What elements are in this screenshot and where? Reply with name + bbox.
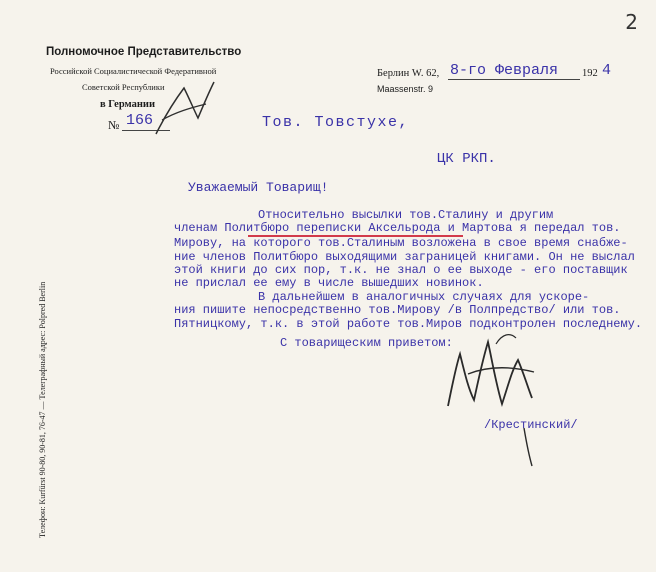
letterhead-org-line2: Российской Социалистической Федеративной (50, 66, 217, 76)
body-line-2: членам Политбюро переписки Аксельрода и Мартова я передал тов. (174, 221, 621, 235)
letterhead-org-line4: в Германии (100, 99, 155, 110)
signature-tail-stroke (520, 426, 540, 470)
addressee-org: ЦК РКП. (437, 151, 496, 167)
addressee: Тов. Товстухе, (262, 114, 410, 131)
page-corner-number: 2 (625, 10, 638, 34)
body-line-6: не прислал ее ему в числе вышедших новинок. (174, 276, 484, 290)
letterhead-org-line3: Советской Республики (82, 82, 165, 92)
body-line-5: этой книги до сих пор, т.к. не знал о ее выходе - его поставщик (174, 263, 628, 277)
body-line-9: Пятницкому, т.к. в этой работе тов.Миров подконтролен последнему. (174, 317, 643, 331)
letterhead-number-label: № (108, 118, 120, 132)
letterhead-number-value: 166 (126, 112, 154, 129)
letterhead-city: Берлин W. 62, (377, 68, 440, 79)
salutation: Уважаемый Товарищ! (188, 180, 329, 195)
signature-scribble (438, 326, 548, 420)
signature-name: /Крестинский/ (484, 418, 578, 432)
letterhead-org-title: Полномочное Представительство (46, 46, 242, 58)
letter-date-day: 8-го Февраля (450, 62, 559, 79)
closing: С товарищеским приветом: (280, 336, 453, 350)
body-line-4: ние членов Политбюро выходящими заграницей книгами. Он не выслал (174, 250, 635, 264)
date-underline (448, 79, 580, 80)
letterhead-sidebar-text: Телефон: Kurfürst 90-80, 90-81, 76-47 — Телеграфный адрес: Polpred Berlin (38, 281, 47, 538)
body-line-1: Относительно высылки тов.Сталину и другим (258, 208, 554, 222)
letterhead-street: Maassenstr. 9 (377, 84, 434, 94)
letter-date-year-digit: 4 (602, 62, 612, 79)
letterhead-year-prefix: 192 (582, 68, 598, 79)
body-line-7: В дальнейшем в аналогичных случаях для ускоре- (258, 290, 590, 304)
body-line-8: ния пишите непосредственно тов.Мирову /в Полпредство/ или тов. (174, 303, 621, 317)
body-line-3: Мирову, на которого тов.Сталиным возложена в свое время снабже- (174, 236, 628, 250)
margin-handwriting-mark (150, 74, 220, 144)
